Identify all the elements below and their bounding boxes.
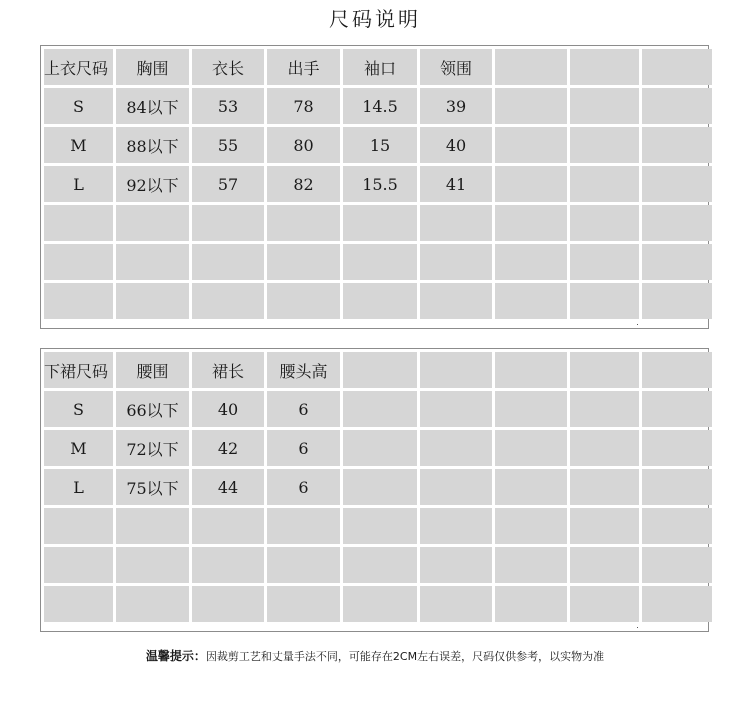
table-cell: 6 — [267, 391, 340, 427]
table-cell — [570, 283, 639, 319]
header-cell — [570, 352, 639, 388]
table-cell — [420, 469, 492, 505]
table-cell — [642, 391, 712, 427]
table-cell: 40 — [192, 391, 264, 427]
table-cell — [44, 586, 113, 622]
header-cell: 袖口 — [343, 49, 417, 85]
table-cell: 53 — [192, 88, 264, 124]
header-cell: 领围 — [420, 49, 492, 85]
table-cell: 92以下 — [116, 166, 189, 202]
table-cell — [116, 586, 189, 622]
header-cell — [420, 352, 492, 388]
table-cell: 80 — [267, 127, 340, 163]
table-cell — [642, 244, 712, 280]
header-cell: 衣长 — [192, 49, 264, 85]
top-size-table — [40, 45, 709, 329]
table-cell — [570, 88, 639, 124]
table-cell — [44, 508, 113, 544]
table-cell: M — [44, 430, 113, 466]
table-cell — [343, 430, 417, 466]
table-cell — [116, 244, 189, 280]
header-cell — [642, 49, 712, 85]
table-cell — [116, 547, 189, 583]
header-cell: 上衣尺码 — [44, 49, 113, 85]
table-cell — [44, 205, 113, 241]
table-cell: S — [44, 88, 113, 124]
decorative-dot — [637, 324, 638, 325]
table-cell — [570, 127, 639, 163]
table-cell — [267, 283, 340, 319]
table-cell: 14.5 — [343, 88, 417, 124]
table-cell — [192, 547, 264, 583]
header-cell — [642, 352, 712, 388]
decorative-dot — [637, 627, 638, 628]
table-cell — [570, 166, 639, 202]
table-cell: 75以下 — [116, 469, 189, 505]
table-cell — [267, 586, 340, 622]
table-cell — [495, 205, 567, 241]
table-cell — [420, 430, 492, 466]
table-cell — [420, 508, 492, 544]
table-cell — [570, 508, 639, 544]
table-cell — [116, 205, 189, 241]
header-cell: 腰头高 — [267, 352, 340, 388]
table-cell — [420, 547, 492, 583]
table-cell — [495, 508, 567, 544]
table-cell — [343, 508, 417, 544]
table-cell: L — [44, 469, 113, 505]
table-cell — [642, 205, 712, 241]
header-cell: 裙长 — [192, 352, 264, 388]
table-cell: 55 — [192, 127, 264, 163]
header-cell — [570, 49, 639, 85]
header-cell — [495, 352, 567, 388]
table-cell — [642, 547, 712, 583]
table-cell — [570, 586, 639, 622]
table-cell — [570, 205, 639, 241]
table-cell — [420, 205, 492, 241]
table-cell — [116, 508, 189, 544]
bottom-size-table — [40, 348, 709, 632]
table-cell: 6 — [267, 430, 340, 466]
table-cell — [642, 88, 712, 124]
table-cell — [495, 430, 567, 466]
header-cell: 出手 — [267, 49, 340, 85]
table-cell — [495, 586, 567, 622]
table-cell — [343, 469, 417, 505]
table-cell — [642, 283, 712, 319]
table-cell: 84以下 — [116, 88, 189, 124]
table-cell — [495, 391, 567, 427]
header-cell: 胸围 — [116, 49, 189, 85]
table-cell: 66以下 — [116, 391, 189, 427]
table-cell — [495, 127, 567, 163]
table-cell — [267, 547, 340, 583]
table-cell — [343, 244, 417, 280]
table-cell — [642, 508, 712, 544]
table-cell — [495, 88, 567, 124]
table-cell — [44, 547, 113, 583]
table-cell — [495, 166, 567, 202]
table-cell — [343, 205, 417, 241]
table-cell: 88以下 — [116, 127, 189, 163]
table-cell: S — [44, 391, 113, 427]
table-cell — [267, 205, 340, 241]
table-cell — [343, 547, 417, 583]
table-cell — [642, 430, 712, 466]
table-cell: 6 — [267, 469, 340, 505]
warm-tip — [0, 646, 750, 667]
table-cell: 15 — [343, 127, 417, 163]
table-cell: 15.5 — [343, 166, 417, 202]
table-cell: 44 — [192, 469, 264, 505]
table-cell: 42 — [192, 430, 264, 466]
table-cell — [192, 244, 264, 280]
table-cell: 41 — [420, 166, 492, 202]
table-cell — [343, 586, 417, 622]
table-cell: 82 — [267, 166, 340, 202]
table-cell — [570, 244, 639, 280]
table-cell — [116, 283, 189, 319]
table-cell — [495, 244, 567, 280]
table-cell — [267, 244, 340, 280]
table-cell — [642, 127, 712, 163]
table-cell — [495, 469, 567, 505]
table-cell — [192, 205, 264, 241]
table-cell — [642, 166, 712, 202]
table-cell — [44, 283, 113, 319]
table-cell — [420, 586, 492, 622]
header-cell: 腰围 — [116, 352, 189, 388]
top-size-grid — [44, 49, 712, 319]
table-cell — [420, 283, 492, 319]
table-cell: 39 — [420, 88, 492, 124]
table-cell — [44, 244, 113, 280]
table-cell — [570, 391, 639, 427]
table-cell — [570, 430, 639, 466]
table-cell — [192, 283, 264, 319]
table-cell: M — [44, 127, 113, 163]
table-cell — [343, 391, 417, 427]
warm-tip-text: 因裁剪工艺和丈量手法不同，可能存在2CM左右误差，尺码仅供参考，以实物为准 — [205, 650, 605, 663]
table-cell — [192, 508, 264, 544]
table-cell — [570, 547, 639, 583]
table-cell: 72以下 — [116, 430, 189, 466]
table-cell: 40 — [420, 127, 492, 163]
bottom-size-grid — [44, 352, 712, 622]
table-cell — [495, 547, 567, 583]
table-cell: 57 — [192, 166, 264, 202]
table-cell: L — [44, 166, 113, 202]
page-title: 尺码说明 — [329, 7, 421, 31]
header-cell — [343, 352, 417, 388]
table-cell — [642, 469, 712, 505]
table-cell — [420, 244, 492, 280]
header-cell — [495, 49, 567, 85]
table-cell — [192, 586, 264, 622]
table-cell — [420, 391, 492, 427]
table-cell: 78 — [267, 88, 340, 124]
table-cell — [343, 283, 417, 319]
table-cell — [495, 283, 567, 319]
table-cell — [642, 586, 712, 622]
table-cell — [267, 508, 340, 544]
header-cell: 下裙尺码 — [44, 352, 113, 388]
warm-tip-label: 温馨提示： — [145, 649, 206, 663]
table-cell — [570, 469, 639, 505]
